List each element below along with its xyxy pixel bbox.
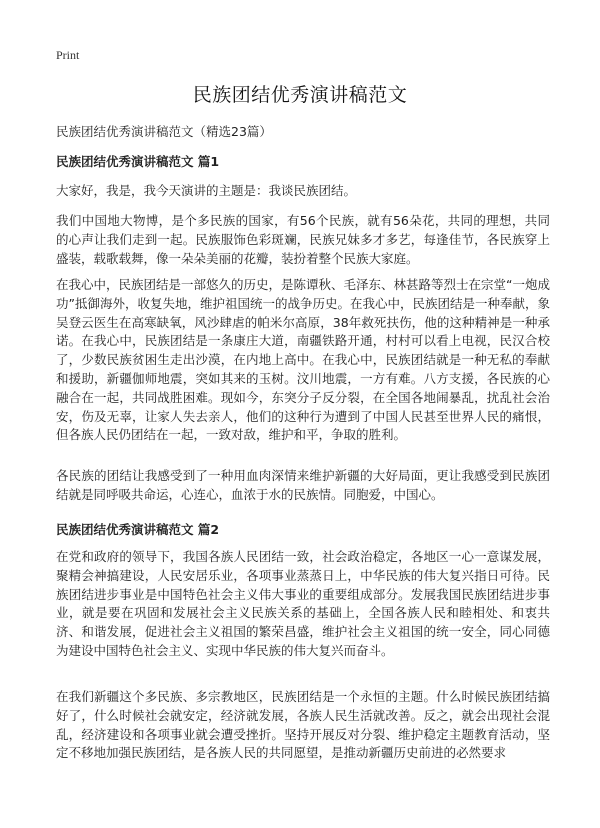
section-1-paragraph-1: 大家好，我是，我今天演讲的主题是：我谈民族团结。 — [56, 183, 357, 198]
print-link[interactable]: Print — [56, 48, 80, 62]
section-1-paragraph-2: 我们中国地大物博，是个多民族的国家，有56个民族，就有56朵花，共同的理想，共同的心声让我们走到一起。民族服饰色彩斑斓，民族兄妹多才多艺，每逢佳节，各民族穿上盛装，载歌载舞，像一朵朵美丽的花瓣，装扮着整个民族大家庭。 — [56, 213, 550, 266]
section-1-paragraph-3: 在我心中，民族团结是一部悠久的历史，是陈谭秋、毛泽东、林甚路等烈士在宗堂“一炮成功”抵御海外，收复失地，维护祖国统一的战争历史。在我心中，民族团结是一种奉献，象吴登云医生在高寒缺氧，风沙肆虐的帕米尔高原，38年救死扶伤，他的这种精神是一种承诺。在我心中，民族团结是一条康庄大道，南疆铁路开通，村村可以看上电视，民汉合校了，少数民族贫困生走出沙漠，在内地上高中。在我心中，民族团结就是一种无私的奉献和援助，新疆伽师地震，突如其来的玉树。汶川地震，一方有难。八方支援，各民族的心融合在一起，共同战胜困难。现如今，东突分子反分裂，在全国各地闹暴乱，扰乱社会治安，伤及无辜，让家人失去亲人，他们的这种行为遭到了中国人民甚至世界人民的痛恨，但各族人民仍团结在一起，一致对敌，维护和平，争取的胜利。 — [56, 277, 550, 443]
section-2-paragraph-1: 在党和政府的领导下，我国各族人民团结一致，社会政治稳定，各地区一心一意谋发展，聚精会神搞建设，人民安居乐业，各项事业蒸蒸日上，中华民族的伟大复兴指日可待。民族团结进步事业是中国特色社会主义伟大事业的重要组成部分。发展我国民族团结进步事业，就是要在巩固和发展社会主义民族关系的基础上，全国各族人民和睦相处、和衷共济、和谐发展，促进社会主义祖国的繁荣昌盛，维护社会主义祖国的统一安全，同心同德为建设中国特色社会主义、实现中华民族的伟大复兴而奋斗。 — [56, 549, 550, 658]
section-1-paragraph-4: 各民族的团结让我感受到了一种用血肉深情来维护新疆的大好局面，更让我感受到民族团结就是同呼吸共命运，心连心，血浓于水的民族情。同胞爱，中国心。 — [56, 468, 550, 502]
document-title: 民族团结优秀演讲稿范文 — [192, 84, 408, 106]
section-heading-1: 民族团结优秀演讲稿范文 篇1 — [56, 154, 220, 169]
section-2-paragraph-2: 在我们新疆这个多民族、多宗教地区，民族团结是一个永恒的主题。什么时候民族团结搞好了，什么时候社会就安定，经济就发展，各族人民生活就改善。反之，就会出现社会混乱，经济建设和各项事业就会遭受挫折。坚持开展反对分裂、维护稳定主题教育活动，坚定不移地加强民族团结，是各族人民的共同愿望，是推动新疆历史前进的必然要求 — [56, 689, 550, 761]
document-subtitle: 民族团结优秀演讲稿范文（精选23篇） — [56, 124, 272, 139]
section-heading-2: 民族团结优秀演讲稿范文 篇2 — [56, 522, 220, 537]
